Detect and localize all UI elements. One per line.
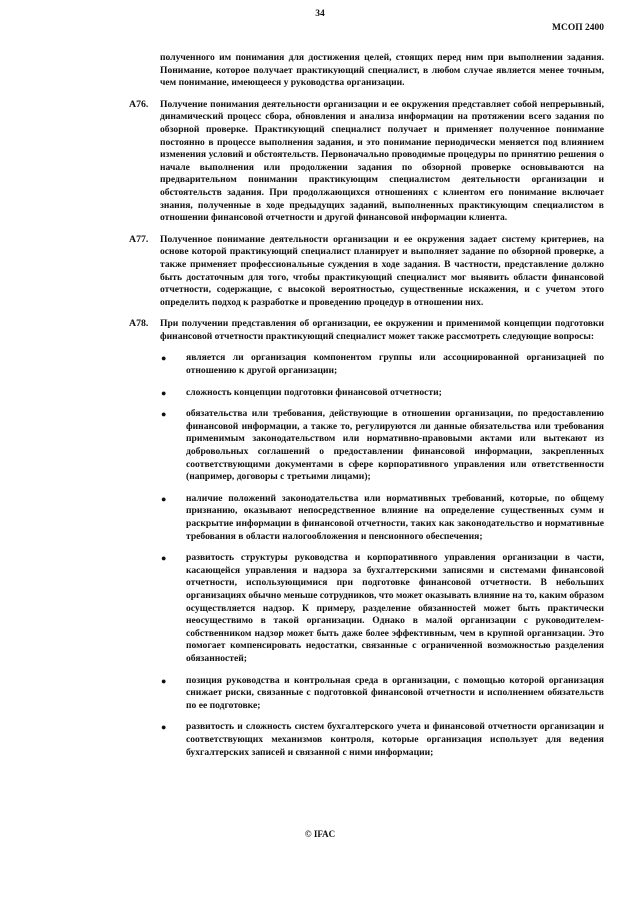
bullet-icon: ● — [161, 353, 167, 364]
list-item — [160, 493, 604, 543]
list-item-text: позиция руководства и контрольная среда в организации, с помощью которой организация снижает риски, связанные с подготовкой финансовой отчетности и исполнением обязательств по ее подготовке; — [186, 674, 604, 711]
bullet-icon: ● — [161, 675, 167, 686]
list-item — [160, 721, 604, 759]
list-item-text: сложность концепции подготовки финансовой отчетности; — [186, 386, 442, 398]
document-body — [129, 52, 605, 768]
document-code: МСОП 2400 — [552, 23, 604, 33]
paragraph-text: При получении представления об организации, ее окружении и применимой концепции подготовки финансовой отчетности практикующий специалист может также рассмотреть следующие вопросы: — [160, 318, 604, 342]
list-item — [160, 387, 604, 400]
bullet-icon: ● — [161, 722, 167, 733]
bullet-list — [160, 352, 604, 759]
list-item-text: наличие положений законодательства или нормативных требований, которые, по общему признанию, оказывают непосредственное влияние на определение существенных сумм и раскрытие информации в финансовой отчетности, таких как законодательство и нормативные требования в области налогообложения и пенсионного обеспечения; — [186, 492, 604, 542]
list-item — [160, 675, 604, 713]
list-item — [160, 408, 604, 484]
list-item-text: развитость структуры руководства и корпоративного управления организации в части, касающейся управления и надзора за бухгалтерскими записями и системами финансовой отчетности, использующимися при подготовке финансовой отчетности. В небольших организациях обычно меньше сотрудников, что может оказывать влияние на то, каким образом осуществляется надзор. К примеру, разделение обязанностей может быть практически неосуществимо в такой организации. Однако в малой организации с руководителем-собственником надзор может быть даже более эффективным, чем в крупной организации. Это помогает компенсировать недостатки, связанные с ограниченной возможностью разделения обязанностей; — [186, 552, 605, 664]
paragraph-a76 — [129, 98, 604, 225]
continuation-paragraph: полученного им понимания для достижения целей, стоящих перед ним при выполнении задания. Понимание, которое получает практикующий специалист, в любом случае является менее точным, чем понимание, имеющееся у руководства организации. — [160, 52, 604, 89]
paragraph-number: A77. — [129, 233, 149, 245]
bullet-icon: ● — [161, 553, 167, 564]
page-number: 34 — [315, 9, 325, 19]
paragraph-a78 — [129, 318, 605, 759]
paragraph-a77 — [129, 233, 604, 310]
bullet-icon: ● — [161, 387, 167, 398]
bullet-icon: ● — [161, 409, 167, 420]
list-item-text: развитость и сложность систем бухгалтерского учета и финансовой отчетности организации и соответствующих механизмов контроля, которые организация использует для ведения бухгалтерских записей и связанной с ними информации; — [186, 721, 604, 758]
paragraph-text: Получение понимания деятельности организации и ее окружения представляет собой непрерывный, динамический процесс сбора, обновления и анализа информации на протяжении всего задания по обзорной проверке. Практикующий специалист получает и применяет полученное понимание постоянно в процессе выполнения задания, и это понимание периодически меняется под влиянием изменения условий и обстоятельств. Первоначально проводимые процедуры по принятию решения о начале выполнения или продолжении задания по обзорной проверке основываются на предварительном понимании практикующим специалистом деятельности организации и обстоятельств задания. При продолжающихся отношениях с клиентом его понимание включает знания, полученные в ходе предыдущих заданий, выполненных практикующим специалистом в отношении финансовой отчетности и другой финансовой информации клиента. — [160, 98, 604, 224]
paragraph-number: A78. — [129, 318, 149, 330]
paragraph-text: Полученное понимание деятельности организации и ее окружения задает систему критериев, на основе которой практикующий специалист планирует и выполняет задание по обзорной проверке, а также применяет профессиональные суждения в ходе задания. В частности, представление должно быть достаточным для того, чтобы практикующий специалист мог выявить области финансовой отчетности, содержащие, с высокой вероятностью, существенные искажения, и с учетом этого определить подход к разработке и проведению процедур в отношении них. — [160, 233, 604, 308]
paragraph-number: A76. — [129, 98, 149, 110]
list-item-text: обязательства или требования, действующие в отношении организации, по предоставлению финансовой информации, а также то, регулируются ли данные обязательства или требования применимым законодательством или нормативно-правовыми актами или вытекают из добровольных соглашений о предоставлении финансовой информации, закрепленных соответствующими документами в сфере корпоративного управления или ответственности (например, договоры с третьими лицами); — [186, 408, 604, 483]
list-item — [160, 352, 604, 377]
copyright-footer: © IFAC — [304, 829, 336, 839]
list-item — [160, 552, 604, 665]
bullet-icon: ● — [161, 493, 167, 504]
list-item-text: является ли организация компонентом группы или ассоциированной организацией по отношению к другой организации; — [186, 352, 604, 377]
